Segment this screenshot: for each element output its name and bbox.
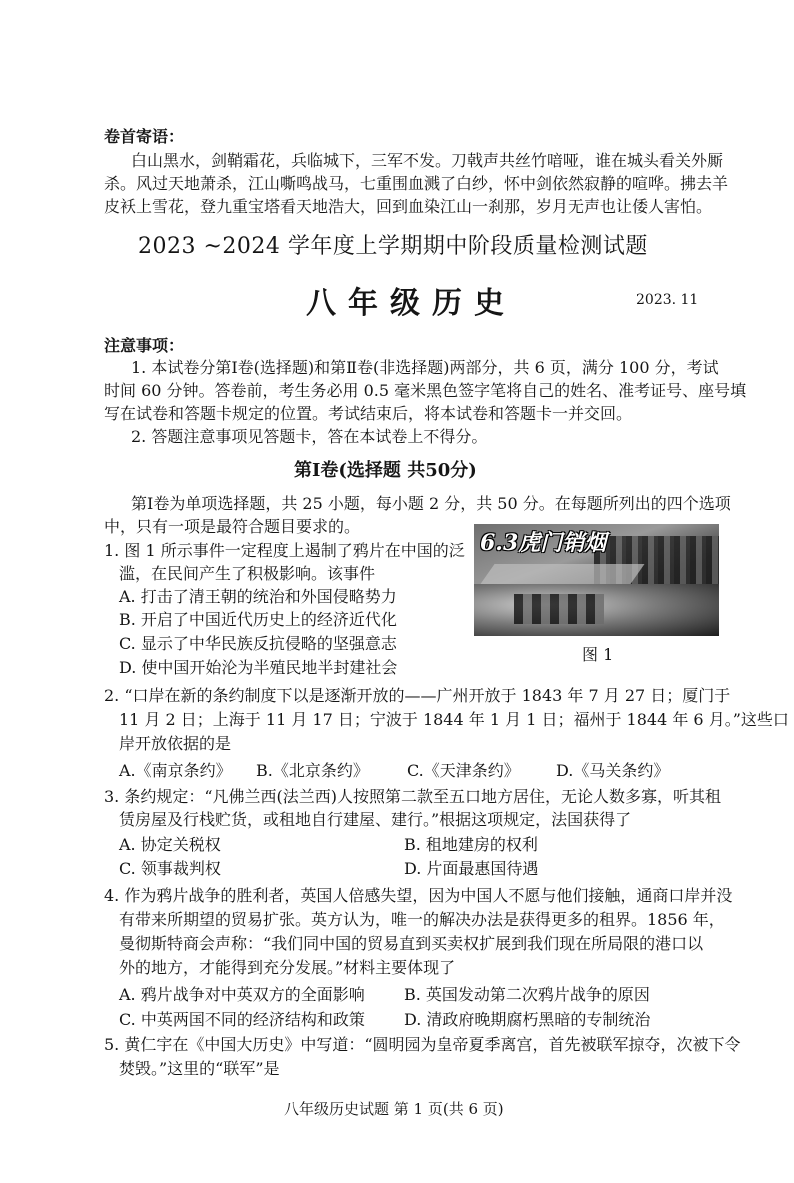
q4-option-c: C. 中英两国不同的经济结构和政策 xyxy=(119,1010,365,1029)
exam-title: 2023 ~2024 学年度上学期期中阶段质量检测试题 xyxy=(138,234,648,259)
q4-stem-line: 有带来所期望的贸易扩张。英方认为，唯一的解决办法是获得更多的租界。1856 年， xyxy=(119,910,725,929)
q3-stem-line: 3. 条约规定：“凡佛兰西(法兰西)人按照第二款至五口地方居住，无论人数多寡，听其租 xyxy=(104,787,722,806)
q3-option-a: A. 协定关税权 xyxy=(119,835,221,854)
notice-line: 1. 本试卷分第Ⅰ卷(选择题)和第Ⅱ卷(非选择题)两部分，共 6 页，满分 100 分，考试 xyxy=(131,358,719,377)
exam-date: 2023. 11 xyxy=(636,292,699,308)
notice-line: 写在试卷和答题卡规定的位置。考试结束后，将本试卷和答题卡一并交回。 xyxy=(104,404,633,423)
q5-stem-line: 焚毁。”这里的“联军”是 xyxy=(119,1059,280,1078)
q2-stem-line: 11 月 2 日；上海于 11 月 17 日；宁波于 1844 年 1 月 1 日；福州于 1844 年 6 月。”这些口 xyxy=(119,710,789,729)
section-intro-line: 第Ⅰ卷为单项选择题，共 25 小题，每小题 2 分，共 50 分。在每题所列出的四个选项 xyxy=(131,494,731,513)
q1-option-c: C. 显示了中华民族反抗侵略的坚强意志 xyxy=(119,634,397,653)
page-footer: 八年级历史试题 第 1 页(共 6 页) xyxy=(284,1100,504,1118)
q2-option-c: C.《天津条约》 xyxy=(407,761,520,780)
preface-line: 白山黑水，剑鞘霜花，兵临城下，三军不发。刀戟声共丝竹喑哑，谁在城头看关外厮 xyxy=(131,151,724,170)
q1-option-d: D. 使中国开始沦为半殖民地半封建社会 xyxy=(119,658,398,677)
q4-stem-line: 外的地方，才能得到充分发展。”材料主要体现了 xyxy=(119,958,456,977)
notice-line: 2. 答题注意事项见答题卡，答在本试卷上不得分。 xyxy=(131,427,488,446)
q3-option-b: B. 租地建房的权利 xyxy=(404,835,538,854)
humen-opium-destruction-photo xyxy=(474,524,719,636)
preface-line: 皮袄上雪花，登九重宝塔看天地浩大，回到血染江山一刹那，岁月无声也让倭人害怕。 xyxy=(104,197,713,216)
q2-stem-line: 2. “口岸在新的条约制度下以是逐渐开放的——广州开放于 1843 年 7 月 27 日；厦门于 xyxy=(104,686,731,705)
q5-stem-line: 5. 黄仁宇在《中国大历史》中写道：“圆明园为皇帝夏季离宫，首先被联军掠夺，次被下令 xyxy=(104,1035,741,1054)
preface-heading: 卷首寄语： xyxy=(104,127,185,146)
q4-option-a: A. 鸦片战争对中英双方的全面影响 xyxy=(119,985,365,1004)
q4-option-b: B. 英国发动第二次鸦片战争的原因 xyxy=(404,985,650,1004)
section-intro-line: 中，只有一项是最符合题目要求的。 xyxy=(104,517,361,536)
section-title: 第Ⅰ卷(选择题 共50分) xyxy=(294,460,477,481)
q2-option-a: A.《南京条约》 xyxy=(119,761,232,780)
q2-stem-line: 岸开放依据的是 xyxy=(119,734,232,753)
q1-stem-line: 1. 图 1 所示事件一定程度上遏制了鸦片在中国的泛 xyxy=(104,541,465,560)
q2-option-b: B.《北京条约》 xyxy=(256,761,369,780)
q1-stem-line: 滥，在民间产生了积极影响。该事件 xyxy=(119,564,376,583)
q3-option-c: C. 领事裁判权 xyxy=(119,859,221,878)
photo-overlay-text: 6.3虎门销烟 xyxy=(480,530,607,556)
q4-stem-line: 曼彻斯特商会声称：“我们同中国的贸易直到买卖权扩展到我们现在所局限的港口以 xyxy=(119,934,704,953)
q1-option-b: B. 开启了中国近代历史上的经济近代化 xyxy=(119,610,397,629)
q2-option-d: D.《马关条约》 xyxy=(556,761,670,780)
q1-option-a: A. 打击了清王朝的统治和外国侵略势力 xyxy=(119,587,397,606)
notice-line: 时间 60 分钟。答卷前，考生务必用 0.5 毫米黑色签字笔将自己的姓名、准考证号、座号填 xyxy=(104,381,747,400)
q4-option-d: D. 清政府晚期腐朽黑暗的专制统治 xyxy=(404,1010,651,1029)
figure-caption: 图 1 xyxy=(582,645,614,664)
subject-title: 八年级历史 xyxy=(306,286,516,321)
q4-stem-line: 4. 作为鸦片战争的胜利者，英国人倍感失望，因为中国人不愿与他们接触，通商口岸并没 xyxy=(104,886,733,905)
notice-heading: 注意事项： xyxy=(104,336,185,355)
q3-option-d: D. 片面最惠国待遇 xyxy=(404,859,539,878)
preface-line: 杀。风过天地萧杀，江山嘶鸣战马，七重围血溅了白纱，怀中剑依然寂静的喧哗。拂去羊 xyxy=(104,174,729,193)
q3-stem-line: 赁房屋及行栈贮货，或租地自行建屋、建行。”根据这项规定，法国获得了 xyxy=(119,810,632,829)
